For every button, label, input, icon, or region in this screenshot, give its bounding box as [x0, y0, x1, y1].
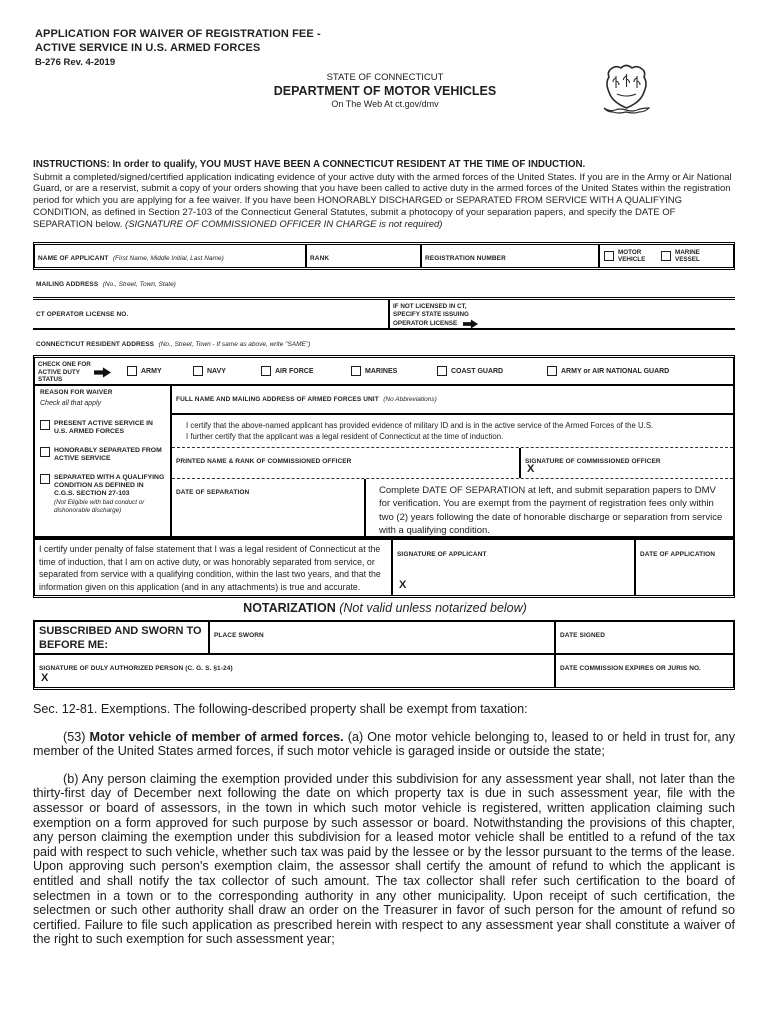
date-of-application-field[interactable] [634, 540, 733, 596]
right-arrow-icon [463, 319, 478, 329]
rank-label: RANK [310, 255, 330, 262]
present-active-service-checkbox[interactable] [40, 420, 50, 430]
name-of-applicant-label: NAME OF APPLICANT [38, 255, 109, 262]
out-of-state-line3: OPERATOR LICENSE [393, 319, 458, 327]
reason-option-active-service [40, 420, 165, 436]
officer-certify-line1: I certify that the above-named applicant has provided evidence of military ID and is in the active service of the Armed Forces of the U.S. [186, 421, 654, 430]
air-force-label: AIR FORCE [275, 367, 314, 375]
date-signed-field[interactable] [554, 622, 733, 654]
form-number: B-276 Rev. 4-2019 [35, 57, 116, 68]
instructions-note: (SIGNATURE OF COMMISSIONED OFFICER IN CHARGE is not required) [125, 218, 443, 230]
mailing-address-field[interactable] [33, 270, 735, 300]
name-of-applicant-hint: (First Name, Middle Initial, Last Name) [112, 255, 224, 262]
license-row [33, 300, 735, 330]
instructions-text: Submit a completed/signed/certified application indicating evidence of your active duty with the armed forces of the United States. If you are in the Army or Air National Guard, or are a reservist, submit a copy of your orders showing that you have been called to active duty in the armed forces of the United States within the registration period for which you are applying for a fee waiver. If you have been HONORABLY DISCHARGED or SEPARATED FROM SERVICE WITH A QUALIFYING CONDITION, as defined in Section 27-103 of the Connecticut General Statutes, submit a photocopy of your separation papers, and specify the DATE OF SEPARATION below. [33, 171, 732, 230]
agency-state: STATE OF CONNECTICUT [326, 72, 444, 83]
commission-expires-label: DATE COMMISSION EXPIRES OR JURIS NO. [560, 665, 702, 672]
honorably-separated-checkbox[interactable] [40, 447, 50, 457]
notarization-heading [0, 601, 770, 615]
connecticut-state-crest-icon [603, 64, 650, 116]
coast-guard-checkbox[interactable] [437, 366, 447, 376]
notarization-title: NOTARIZATION [243, 601, 336, 615]
agency-block [0, 71, 770, 110]
notarization-table [33, 620, 735, 690]
out-of-state-line2: SPECIFY STATE ISSUING [393, 310, 469, 318]
separation-note: Complete DATE OF SEPARATION at left, and submit separation papers to DMV for verification. You are exempt from the payment of registration fees only within two (2) years following the date of honorable discharge or separation from service with a qualifying condition. [379, 485, 723, 537]
authorized-signature-x: X [41, 672, 49, 684]
applicant-signature-field[interactable] [391, 540, 634, 596]
officer-signature-x: X [527, 463, 535, 475]
duty-option-army [127, 366, 162, 376]
duty-option-national-guard [547, 366, 669, 376]
marines-label: MARINES [365, 367, 398, 375]
qualifying-condition-note: (Not Eligible with bad conduct or dishonorable discharge) [54, 499, 145, 514]
duty-option-marines [351, 366, 397, 376]
air-force-checkbox[interactable] [261, 366, 271, 376]
printed-name-rank-label: PRINTED NAME & RANK OF COMMISSIONED OFFICER [176, 458, 352, 465]
reason-option-qualifying-condition [40, 474, 165, 498]
marines-checkbox[interactable] [351, 366, 361, 376]
statute-53-prefix: (53) [63, 729, 90, 744]
reason-option-honorably-separated [40, 447, 165, 463]
date-of-application-label: DATE OF APPLICATION [640, 551, 716, 558]
date-signed-label: DATE SIGNED [560, 632, 606, 639]
statute-intro: Sec. 12-81. Exemptions. The following-described property shall be exempt from taxation: [33, 702, 528, 716]
officer-certification-column [172, 386, 733, 538]
marine-vessel-checkbox[interactable] [661, 251, 671, 261]
notarization-subtitle: (Not valid unless notarized below) [339, 601, 527, 615]
agency-department: DEPARTMENT OF MOTOR VEHICLES [273, 84, 497, 98]
authorized-person-label: SIGNATURE OF DULY AUTHORIZED PERSON (C. G. S. §1-24) [39, 665, 233, 672]
form-title-line1: APPLICATION FOR WAIVER OF REGISTRATION FEE - [35, 28, 321, 40]
qualifying-condition-label: SEPARATED WITH A QUALIFYING CONDITION AS DEFINED IN C.G.S. SECTION 27-103 [54, 474, 165, 497]
motor-vehicle-option [604, 249, 656, 264]
army-checkbox[interactable] [127, 366, 137, 376]
navy-checkbox[interactable] [193, 366, 203, 376]
authorized-person-signature-field[interactable] [35, 655, 554, 687]
statute-text-block [33, 702, 735, 947]
applicant-signature-x: X [399, 579, 407, 592]
national-guard-checkbox[interactable] [547, 366, 557, 376]
ct-operator-license-field[interactable] [33, 300, 388, 332]
form-title-block [35, 27, 321, 68]
certification-statement: I certify under penalty of false statement that I was a legal resident of Connecticut at the time of induction, that I am on active duty, or was honorably separated from service, or separated from service with a qualifying condition, within the last two years, and that the information given on this application (and in any attachments) is true and accurate. [39, 544, 381, 592]
statute-paragraph-b: (b) Any person claiming the exemption provided under this subdivision for any assessment year shall, not later than the thirty-first day of December next following the date on which property tax is due in such assessment year, file with the assessor or board of assessors, in the town in which such motor vehicle is registered, written application claiming such exemption on a form approved for such purpose by such assessor or board. Notwithstanding the provisions of this chapter, any person claiming the exemption under this subdivision for a leased motor vehicle shall be entitled to a refund of the tax paid with respect to such vehicle, whether such tax was paid by the lessee or by the lessor pursuant to the terms of the lease. Upon approving such person's exemption claim, the assessor shall certify the amount of refund to which the applicant is entitled and shall notify the tax collector of such amount. The tax collector shall refer such certification to the board of selectmen in a town or to the corresponding authority in any other municipality. Upon receipt of such certification, the selectmen or such other authority shall draw an order on the Treasurer in favor of such person for the amount of refund so certified. Failure to file such application as prescribed herein with respect to any assessment year shall constitute a waiver of the right to such exemption for such assessment year; [33, 771, 735, 947]
coast-guard-label: COAST GUARD [451, 367, 504, 375]
instructions-heading: INSTRUCTIONS: In order to qualify, YOU MUST HAVE BEEN A CONNECTICUT RESIDENT AT THE TIME OF INDUCTION. [33, 159, 586, 170]
navy-label: NAVY [207, 367, 226, 375]
applicant-certification-row [33, 540, 735, 598]
motor-vehicle-label: MOTOR VEHICLE [618, 248, 646, 263]
date-of-separation-label: DATE OF SEPARATION [176, 489, 250, 496]
national-guard-label: ARMY or AIR NATIONAL GUARD [561, 367, 670, 375]
motor-vehicle-checkbox[interactable] [604, 251, 614, 261]
vehicle-type-cell [598, 245, 733, 267]
reason-for-waiver-column [35, 386, 172, 538]
applicant-row [33, 242, 735, 270]
resident-address-hint: (No., Street, Town - If same as above, write "SAME") [158, 341, 311, 348]
officer-signature-label: SIGNATURE OF COMMISSIONED OFFICER [525, 458, 661, 465]
reason-hint: Check all that apply [40, 400, 102, 407]
officer-certify-line2: I further certify that the applicant was a legal resident of Connecticut at the time of induction. [186, 432, 504, 441]
agency-website: On The Web At ct.gov/dmv [331, 99, 439, 109]
applicant-signature-label: SIGNATURE OF APPLICANT [397, 551, 487, 558]
date-of-separation-field[interactable] [172, 479, 364, 538]
qualifying-condition-checkbox[interactable] [40, 474, 50, 484]
resident-address-label: CONNECTICUT RESIDENT ADDRESS [36, 341, 155, 348]
army-label: ARMY [141, 367, 162, 375]
name-of-applicant-field[interactable] [35, 245, 305, 267]
registration-number-field[interactable] [420, 245, 598, 267]
duty-option-coast-guard [437, 366, 503, 376]
out-of-state-line1: IF NOT LICENSED IN CT, [393, 303, 467, 310]
printed-name-rank-field[interactable] [172, 448, 519, 478]
commission-expires-field[interactable] [554, 655, 733, 687]
form-title-line2: ACTIVE SERVICE IN U.S. ARMED FORCES [35, 42, 261, 54]
instructions-body [33, 172, 735, 231]
duty-option-navy [193, 366, 226, 376]
waiver-section [33, 386, 735, 540]
duty-status-row [33, 355, 735, 386]
reason-for-waiver-label: REASON FOR WAIVER [40, 389, 113, 396]
officer-signature-field[interactable] [519, 448, 733, 478]
ct-operator-license-label: CT OPERATOR LICENSE NO. [36, 311, 129, 318]
out-of-state-license-field[interactable] [388, 300, 735, 332]
statute-paragraph-53 [33, 730, 735, 759]
marine-vessel-label: MARINE VESSEL [675, 248, 700, 263]
statute-53-heading: Motor vehicle of member of armed forces. [89, 729, 344, 744]
officer-certification-text [172, 415, 733, 448]
armed-forces-unit-label: FULL NAME AND MAILING ADDRESS OF ARMED FORCES UNIT [176, 396, 379, 403]
statute-53-body: (a) One motor vehicle belonging to, leased to or held in trust for, any member of the United States armed forces, if such motor vehicle is garaged inside or outside the state; [33, 729, 735, 759]
separation-instructions-cell [364, 479, 733, 538]
registration-number-label: REGISTRATION NUMBER [425, 255, 506, 262]
duty-status-label: CHECK ONE FOR ACTIVE DUTY STATUS [38, 361, 91, 384]
place-sworn-field[interactable] [208, 622, 554, 654]
officer-name-signature-row [172, 448, 733, 479]
marine-vessel-option [661, 249, 713, 264]
notarization-row1 [35, 622, 733, 655]
armed-forces-unit-field[interactable] [172, 386, 733, 415]
mailing-address-label: MAILING ADDRESS [36, 281, 99, 288]
mailing-address-hint: (No., Street, Town, State) [102, 281, 176, 288]
honorably-separated-label: HONORABLY SEPARATED FROM ACTIVE SERVICE [54, 447, 162, 462]
out-of-state-line3-wrap [393, 319, 732, 329]
certification-statement-cell [35, 540, 391, 596]
notarization-row2 [35, 655, 733, 687]
right-arrow-icon [94, 367, 111, 378]
instructions-block [33, 159, 735, 230]
separation-row [172, 479, 733, 538]
resident-address-field[interactable] [33, 330, 735, 355]
sworn-before-me-label: SUBSCRIBED AND SWORN TO BEFORE ME: [39, 625, 202, 651]
rank-field[interactable] [305, 245, 420, 267]
armed-forces-unit-hint: (No Abbreviations) [383, 396, 437, 403]
present-active-service-label: PRESENT ACTIVE SERVICE IN U.S. ARMED FORCES [54, 420, 153, 435]
duty-option-air-force [261, 366, 314, 376]
place-sworn-label: PLACE SWORN [214, 632, 264, 639]
